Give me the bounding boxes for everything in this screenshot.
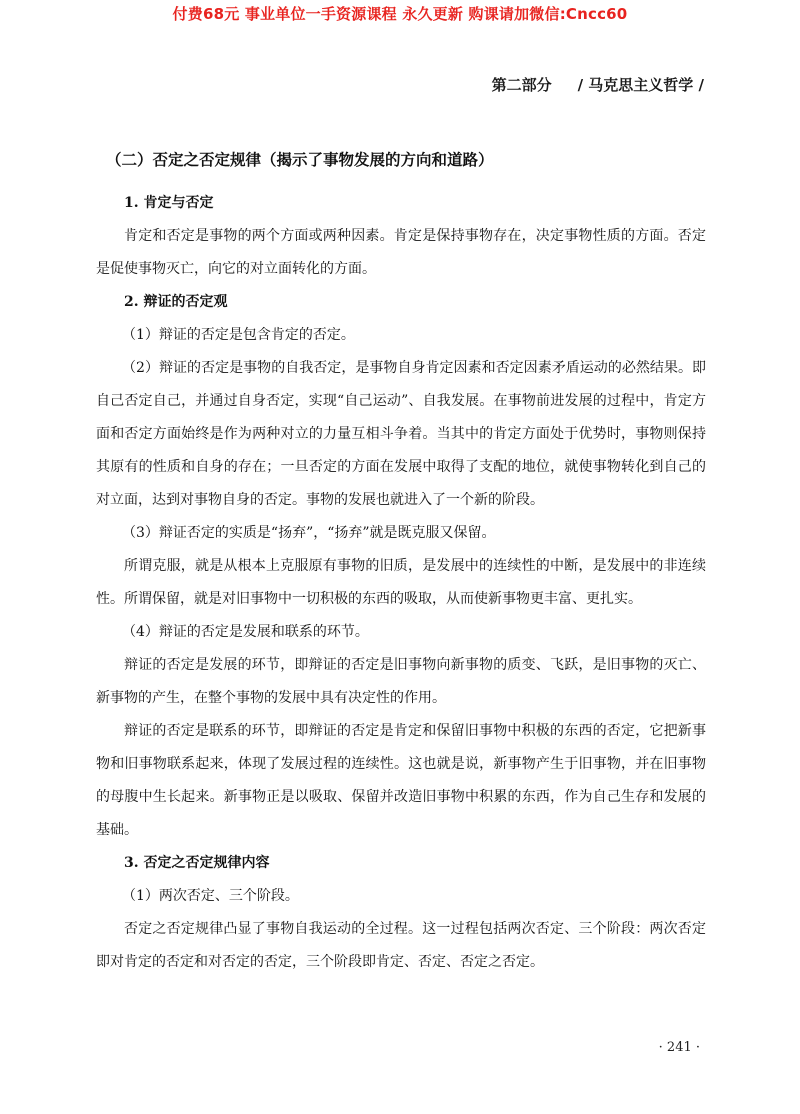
promo-banner: 付费68元 事业单位一手资源课程 永久更新 购课请加微信:Cncc60 xyxy=(172,5,628,23)
list-item: （3）辩证否定的实质是“扬弃”，“扬弃”就是既克服又保留。 xyxy=(122,525,496,541)
paragraph: 否定之否定规律凸显了事物自我运动的全过程。这一过程包括两次否定、三个阶段：两次否定即对肯定的否定和对否定的否定，三个阶段即肯定、否定、否定之否定。 xyxy=(96,921,706,970)
subheading: 3. 否定之否定规律内容 xyxy=(124,855,270,871)
header-subject: / 马克思主义哲学 / xyxy=(577,76,704,94)
list-item: （2）辩证的否定是事物的自我否定，是事物自身肯定因素和否定因素矛盾运动的必然结果。即自己否定自己，并通过自身否定，实现“自己运动”、自我发展。在事物前进发展的过程中，肯定方面和否定方面始终是作为两种对立的力量互相斗争着。当其中的肯定方面处于优势时，事物则保持其原有的性质和自身的存在；一旦否定的方面在发展中取得了支配的地位，就使事物转化到自己的对立面，达到对事物自身的否定。事物的发展也就进入了一个新的阶段。 xyxy=(96,360,706,508)
running-header xyxy=(492,74,704,95)
page-content xyxy=(96,148,706,979)
paragraph: 所谓克服，就是从根本上克服原有事物的旧质，是发展中的连续性的中断，是发展中的非连续性。所谓保留，就是对旧事物中一切积极的东西的吸取，从而使新事物更丰富、更扎实。 xyxy=(96,558,706,607)
paragraph: 辩证的否定是发展的环节，即辩证的否定是旧事物向新事物的质变、飞跃，是旧事物的灭亡、新事物的产生，在整个事物的发展中具有决定性的作用。 xyxy=(96,657,706,706)
list-item: （4）辩证的否定是发展和联系的环节。 xyxy=(122,624,369,640)
paragraph: 肯定和否定是事物的两个方面或两种因素。肯定是保持事物存在，决定事物性质的方面。否定是促使事物灭亡，向它的对立面转化的方面。 xyxy=(96,228,706,277)
page-number: · 241 · xyxy=(658,1040,700,1055)
subheading: 1. 肯定与否定 xyxy=(124,195,214,211)
section-title: （二）否定之否定规律（揭示了事物发展的方向和道路） xyxy=(106,150,494,169)
list-item: （1）辩证的否定是包含肯定的否定。 xyxy=(122,327,355,343)
subheading: 2. 辩证的否定观 xyxy=(124,294,228,310)
paragraph: 辩证的否定是联系的环节，即辩证的否定是肯定和保留旧事物中积极的东西的否定，它把新事物和旧事物联系起来，体现了发展过程的连续性。这也就是说，新事物产生于旧事物，并在旧事物的母腹中生长起来。新事物正是以吸取、保留并改造旧事物中积累的东西，作为自己生存和发展的基础。 xyxy=(96,723,706,838)
list-item: （1）两次否定、三个阶段。 xyxy=(122,888,299,904)
header-part: 第二部分 xyxy=(491,76,552,94)
